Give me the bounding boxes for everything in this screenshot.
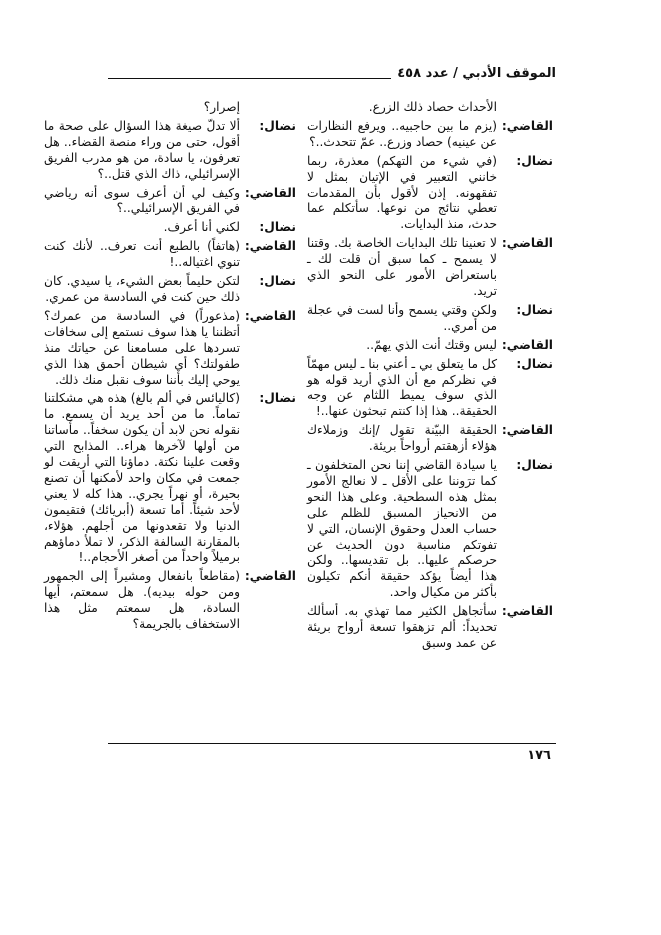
speaker-name: القاضي: [244,308,296,323]
dialogue-entry [307,604,553,652]
dialogue-entry [44,274,296,306]
speaker-name: القاضي: [501,236,553,251]
speaker-name: نضال: [516,458,553,473]
speaker-name: نضال: [259,118,296,133]
dialogue-entry [307,119,553,151]
speaker-name: نضال: [516,356,553,371]
dialogue-text: كل ما يتعلق بي ـ أعني بنا ـ ليس مهمّاً في نظركم مع أن الذي أريد قوله هو الذي سوف يميط اللثام عن وجه الحقيقة.. هذا إذا كنتم تبحثون عنها..! [307,356,497,419]
speaker-name: نضال: [259,220,296,235]
speaker-name: القاضي: [244,239,296,254]
page-header [108,62,556,84]
right-column [307,100,553,655]
journal-title: الموقف الأدبي / عدد ٤٥٨ [397,65,556,81]
dialogue-text: الحقيقة البيّنة تقول /إنك وزملاءك هؤلاء أزهقتم أرواحاً بريئة. [307,423,497,454]
dialogue-entry [307,338,553,354]
dialogue-entry [307,100,553,116]
dialogue-entry [44,239,296,271]
dialogue-entry [44,119,296,183]
dialogue-text: سأتجاهل الكثير مما تهذي به. أسألك تحديداً: ألم تزهقوا تسعة أرواح بريئة عن عمد وسبق [307,604,497,650]
dialogue-entry [307,458,553,601]
speaker-name: نضال: [516,302,553,317]
speaker-name: القاضي: [501,604,553,619]
dialogue-entry [307,357,553,421]
dialogue-text: ألا تدلّ صيغة هذا السؤال على صحة ما أقول، حتى من وراء منصة القضاء.. هل تعرفون، يا سادة، من هو مدرب الفريق الإسرائيلي، ذاك الذي قتل..؟ [44,118,240,181]
dialogue-entry [307,236,553,300]
header-rule [108,78,391,79]
dialogue-text: وكيف لي أن أعرف سوى أنه رياضي في الفريق الإسرائيلي..؟ [44,185,240,216]
dialogue-text: يا سيادة القاضي إننا نحن المتخلفون ـ كما ترَوننا على الأقل ـ لا نعالج الأمور بمثل هذه السطحية. وعلى هذا النحو من الانحياز المسبق للظلم على حساب العدل وحقوق الإنسان، التي لا تفوتكم مناسبة دون الحديث عن حرصكم عليها.. بل تقديسها.. ولكن هذا أيضاً يؤكد حقيقة أنكم تكيلون بأكثر من مكيال واحد. [307,458,497,600]
dialogue-text: إصرار؟ [203,100,240,114]
dialogue-text: (مقاطعاً بانفعال ومشيراً إلى الجمهور ومن حوله بيديه). هل سمعتم، أيها السادة، هل سمعتم مثل هذا الاستخفاف بالجريمة؟ [44,569,240,632]
speaker-name: نضال: [259,274,296,289]
dialogue-entry [44,391,296,566]
dialogue-text: (مذعوراً) في السادسة من عمرك؟ أتظننا يا هذا سوف نستمع إلى سخافات تسردها على مسامعنا عن حياتك منذ طفولتك؟ أي شيطان أحمق هذا الذي يوحي إليك بأننا سوف نقبل منك ذلك. [44,308,240,387]
dialogue-text: (يزم ما بين حاجبيه.. ويرفع النظارات عن عينيه) حصاد وزرع.. عمّ تتحدث..؟ [307,118,497,149]
dialogue-text: ولكن وقتي يسمح وأنا لست في عجلة من أمري.. [307,302,497,333]
dialogue-text: ليس وقتك أنت الذي يهمّ.. [366,337,497,352]
dialogue-entry [44,186,296,218]
dialogue-entry [307,423,553,455]
speaker-name: القاضي: [501,337,553,352]
speaker-name: القاضي: [501,118,553,133]
left-column [44,100,296,636]
speaker-name: القاضي: [501,423,553,438]
dialogue-entry [307,303,553,335]
speaker-name: نضال: [259,391,296,406]
page-number: ١٧٦ [527,748,551,763]
footer-rule [108,743,556,744]
dialogue-text: (هاتفاً) بالطبع أنت تعرف.. لأنك كنت تنوي اغتياله..! [44,239,240,270]
speaker-name: القاضي: [244,185,296,200]
dialogue-text: لا تعنينا تلك البدايات الخاصة بك. وقتنا لا يسمح ـ كما سبق أن قلت لك ـ باستعراض الأمور على النحو الذي تريد. [307,236,497,298]
dialogue-text: (في شيء من التهكم) معذرة، ربما خانني التعبير في الإتيان بمثل لا تفقهونه. إذن لأقول بأن المقدمات تعطي نتائج من نوعها. سأتكلم عما حدث، منذ البدايات. [307,153,497,232]
dialogue-entry [307,154,553,234]
speaker-name: نضال: [516,153,553,168]
dialogue-entry [44,309,296,389]
dialogue-entry [44,569,296,633]
dialogue-text: لكني أنا أعرف. [163,220,240,235]
dialogue-entry [44,220,296,236]
speaker-name: القاضي: [244,569,296,584]
dialogue-entry [44,100,296,116]
dialogue-text: (كاليائس في ألم بالغ) هذه هي مشكلتنا تماماً. ما من أحد يريد أن يسمع. ما نقوله نحن لابد أن يكون سخفاً.. مأساتنا من أولها لآخرها هراء.. المذابح التي وقعت علينا نكتة. دماؤنا التي أريقت لو جمعت في مكان واحد لأمكنها أن تصنع بحيرة، أو نهراً يجري.. هذا كله لا يعني لأحد شيئاً. أما تسعة (أبريائك) فتقيمون الدنيا ولا تقعدونها من أجلهم. هؤلاء، بالمقارنة السالفة الذكر، لا تملأ دماؤهم برميلاً واحداً من أصغر الأحجام..! [44,391,240,565]
dialogue-text: لتكن حليماً بعض الشيء، يا سيدي. كان ذلك حين كنت في السادسة من عمري. [44,274,240,304]
dialogue-text: الأحداث حصاد ذلك الزرع. [368,100,497,114]
